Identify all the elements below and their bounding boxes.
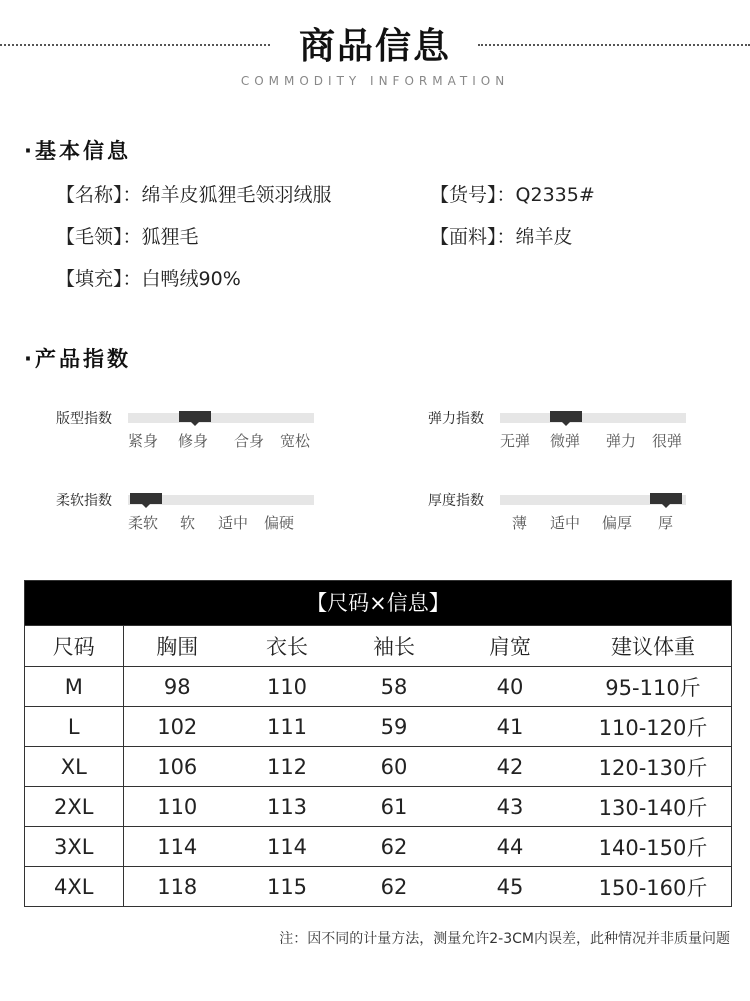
thickness-index: [428, 490, 748, 550]
table-cell: 113: [231, 787, 343, 827]
table-cell: 110: [231, 667, 343, 707]
index-track: [500, 413, 686, 423]
index-option: 适中: [550, 514, 581, 532]
index-name: 弹力指数: [428, 411, 484, 427]
table-cell: 43: [445, 787, 575, 827]
table-cell: 3XL: [25, 827, 123, 867]
index-marker: [650, 493, 682, 504]
table-cell: 40: [445, 667, 575, 707]
column-header: 袖长: [343, 626, 445, 667]
index-name: 柔软指数: [56, 493, 112, 509]
info-sep: ：: [496, 226, 516, 248]
table-row: [25, 827, 731, 867]
table-cell: 102: [123, 707, 231, 747]
table-cell: 150-160斤: [575, 867, 731, 907]
info-value: 白鸭绒90%: [141, 268, 241, 290]
product-index-heading: ·产品指数: [24, 347, 131, 371]
fit-index: [56, 408, 376, 468]
table-cell: 110-120斤: [575, 707, 731, 747]
column-header: 尺码: [25, 626, 123, 667]
table-row: [25, 747, 731, 787]
info-sep: ：: [122, 184, 142, 206]
table-cell: 42: [445, 747, 575, 787]
info-filling: [56, 264, 241, 291]
index-option: 紧身: [128, 432, 159, 450]
table-cell: 120-130斤: [575, 747, 731, 787]
table-cell: 114: [123, 827, 231, 867]
info-collar: [56, 222, 199, 249]
index-option: 柔软: [128, 514, 159, 532]
table-cell: 2XL: [25, 787, 123, 827]
info-fabric: [430, 222, 573, 249]
table-row: [25, 787, 731, 827]
table-cell: 112: [231, 747, 343, 787]
table-cell: 110: [123, 787, 231, 827]
table-cell: 140-150斤: [575, 827, 731, 867]
index-option: 宽松: [280, 432, 311, 450]
index-name: 版型指数: [56, 411, 112, 427]
info-value: 狐狸毛: [141, 226, 199, 248]
info-label: 【名称】: [56, 184, 123, 206]
table-cell: 41: [445, 707, 575, 747]
column-header: 建议体重: [575, 626, 731, 667]
table-cell: 62: [343, 827, 445, 867]
table-cell: 58: [343, 667, 445, 707]
info-value: 绵羊皮: [515, 226, 573, 248]
size-grid: [25, 625, 731, 906]
softness-index: [56, 490, 376, 550]
table-cell: 59: [343, 707, 445, 747]
table-cell: XL: [25, 747, 123, 787]
index-option: 偏硬: [264, 514, 295, 532]
info-sep: ：: [496, 184, 516, 206]
info-label: 【毛领】: [56, 226, 123, 248]
index-option: 修身: [178, 432, 209, 450]
column-header: 胸围: [123, 626, 231, 667]
size-table: [24, 580, 732, 907]
page-title: 商品信息: [298, 26, 451, 67]
index-option: 无弹: [500, 432, 531, 450]
table-cell: L: [25, 707, 123, 747]
table-row: [25, 707, 731, 747]
index-option: 微弹: [550, 432, 581, 450]
info-sep: ：: [122, 268, 142, 290]
table-cell: M: [25, 667, 123, 707]
table-cell: 106: [123, 747, 231, 787]
index-option: 很弹: [652, 432, 683, 450]
index-marker: [130, 493, 162, 504]
table-row: [25, 667, 731, 707]
index-option: 软: [180, 514, 196, 532]
info-value: Q2335#: [515, 184, 595, 206]
index-marker: [179, 411, 211, 422]
info-label: 【货号】: [430, 184, 497, 206]
index-option: 薄: [512, 514, 528, 532]
index-option: 合身: [234, 432, 265, 450]
basic-info-heading: ·基本信息: [24, 139, 131, 163]
column-header: 肩宽: [445, 626, 575, 667]
table-row: [25, 867, 731, 907]
table-cell: 61: [343, 787, 445, 827]
elasticity-index: [428, 408, 748, 468]
table-cell: 44: [445, 827, 575, 867]
index-track: [128, 413, 314, 423]
table-cell: 115: [231, 867, 343, 907]
info-value: 绵羊皮狐狸毛领羽绒服: [141, 184, 332, 206]
index-option: 偏厚: [602, 514, 633, 532]
table-cell: 118: [123, 867, 231, 907]
table-cell: 111: [231, 707, 343, 747]
index-option: 适中: [218, 514, 249, 532]
table-cell: 4XL: [25, 867, 123, 907]
measurement-note: 注：因不同的计量方法，测量允许2-3CM内误差，此种情况并非质量问题: [279, 931, 730, 947]
table-cell: 95-110斤: [575, 667, 731, 707]
table-cell: 130-140斤: [575, 787, 731, 827]
index-option: 厚: [658, 514, 674, 532]
table-cell: 98: [123, 667, 231, 707]
table-cell: 60: [343, 747, 445, 787]
column-header: 衣长: [231, 626, 343, 667]
info-label: 【填充】: [56, 268, 123, 290]
table-cell: 45: [445, 867, 575, 907]
index-name: 厚度指数: [428, 493, 484, 509]
index-marker: [550, 411, 582, 422]
info-name: [56, 180, 332, 207]
page-subtitle: COMMODITY INFORMATION: [240, 74, 510, 88]
info-label: 【面料】: [430, 226, 497, 248]
table-cell: 114: [231, 827, 343, 867]
info-sep: ：: [122, 226, 142, 248]
table-header-row: [25, 626, 731, 667]
table-cell: 62: [343, 867, 445, 907]
index-option: 弹力: [606, 432, 637, 450]
size-table-title: 【尺码×信息】: [25, 581, 731, 625]
info-sku: [430, 180, 595, 207]
